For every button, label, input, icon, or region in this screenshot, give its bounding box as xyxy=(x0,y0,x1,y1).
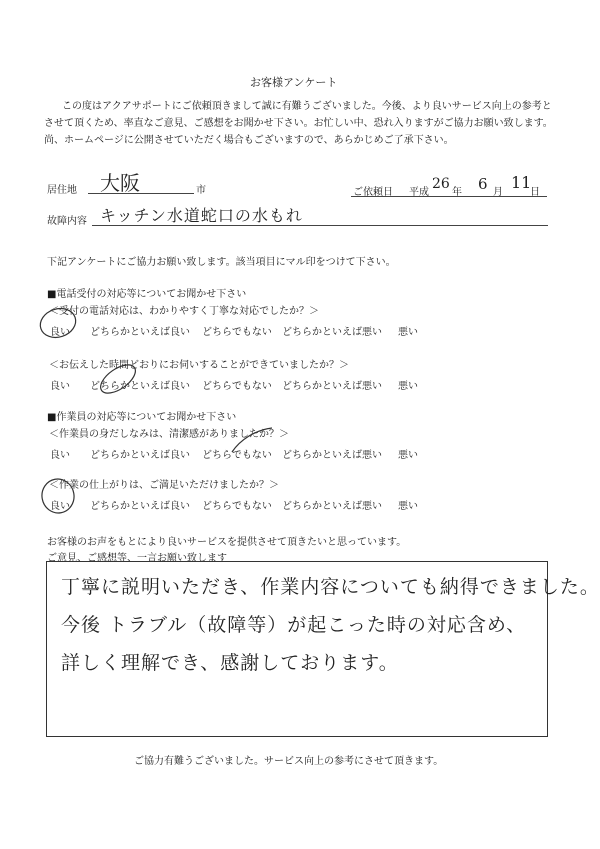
residence-label: 居住地 xyxy=(47,185,77,196)
question-phone-clarity: ＜受付の電話対応は、わかりやすく丁寧な対応でしたか？＞ xyxy=(49,306,319,317)
option-neutral[interactable]: どちらでもない xyxy=(202,450,272,461)
date-year-suffix: 年 xyxy=(452,187,462,198)
intro-line-2: させて頂くため、率直なご意見、ご感想をお聞かせ下さい。お忙しい中、恐れ入りますがご協力お願い致します。 xyxy=(44,118,553,129)
option-neutral[interactable]: どちらでもない xyxy=(202,501,272,512)
instruction-text: 下記アンケートにご協力お願い致します。該当項目にマル印をつけて下さい。 xyxy=(47,257,396,268)
date-month[interactable]: 6 xyxy=(478,175,488,193)
comment-line-1: 丁寧に説明いただき、作業内容についても納得できました。 xyxy=(61,576,600,598)
issue-label: 故障内容 xyxy=(47,216,87,227)
intro-line-1: この度はアクアサポートにご依頼頂きまして誠に有難うございました。今後、より良いサービス向上の参考と xyxy=(62,101,552,112)
option-somewhat-good[interactable]: どちらかといえば良い xyxy=(90,381,190,392)
date-label: ご依頼日 xyxy=(353,187,393,198)
page-title: お客様アンケート xyxy=(250,76,338,89)
issue-underline xyxy=(92,225,548,226)
issue-value[interactable]: キッチン水道蛇口の水もれ xyxy=(100,206,303,225)
option-somewhat-bad[interactable]: どちらかといえば悪い xyxy=(282,450,382,461)
option-somewhat-good[interactable]: どちらかといえば良い xyxy=(90,450,190,461)
section-heading-worker: ■作業員の対応等についてお聞かせ下さい xyxy=(47,412,237,423)
option-neutral[interactable]: どちらでもない xyxy=(202,381,272,392)
question-arrival-time: ＜お伝えした時間どおりにお伺いすることができていましたか？＞ xyxy=(49,360,349,371)
option-good[interactable]: 良い xyxy=(50,501,70,512)
option-somewhat-bad[interactable]: どちらかといえば悪い xyxy=(282,381,382,392)
question-appearance: ＜作業員の身だしなみは、清潔感がありましたか？＞ xyxy=(49,429,289,440)
option-somewhat-good[interactable]: どちらかといえば良い xyxy=(90,327,190,338)
residence-underline xyxy=(88,193,194,194)
comments-label: ご意見、ご感想等、一言お願い致します xyxy=(47,553,227,564)
option-bad[interactable]: 悪い xyxy=(398,381,418,392)
option-somewhat-bad[interactable]: どちらかといえば悪い xyxy=(282,327,382,338)
option-good[interactable]: 良い xyxy=(50,381,70,392)
option-somewhat-good[interactable]: どちらかといえば良い xyxy=(90,501,190,512)
date-day[interactable]: 11 xyxy=(511,173,532,192)
option-good[interactable]: 良い xyxy=(50,450,70,461)
intro-line-3: 尚、ホームページに公開させていただく場合もございますので、あらかじめご了承下さい。 xyxy=(44,135,454,146)
date-day-suffix: 日 xyxy=(530,187,540,198)
option-neutral[interactable]: どちらでもない xyxy=(202,327,272,338)
option-bad[interactable]: 悪い xyxy=(398,501,418,512)
comment-line-2: 今後 トラブル（故障等）が起こった時の対応含め、 xyxy=(61,614,527,636)
date-month-suffix: 月 xyxy=(493,187,503,198)
option-somewhat-bad[interactable]: どちらかといえば悪い xyxy=(282,501,382,512)
residence-value[interactable]: 大阪 xyxy=(100,171,140,195)
comment-line-3: 詳しく理解でき、感謝しております。 xyxy=(61,652,399,674)
date-year[interactable]: 26 xyxy=(432,176,450,192)
comments-intro: お客様のお声をもとにより良いサービスを提供させて頂きたいと思っています。 xyxy=(47,537,407,548)
option-good[interactable]: 良い xyxy=(50,327,70,338)
footer-thanks: ご協力有難うございました。サービス向上の参考にさせて頂きます。 xyxy=(134,756,444,767)
option-bad[interactable]: 悪い xyxy=(398,327,418,338)
date-era: 平成 xyxy=(409,187,429,198)
comment-box[interactable] xyxy=(46,561,600,737)
section-heading-phone: ■電話受付の対応等についてお聞かせ下さい xyxy=(47,289,247,300)
city-suffix: 市 xyxy=(196,185,206,196)
option-bad[interactable]: 悪い xyxy=(398,450,418,461)
question-finish: ＜作業の仕上がりは、ご満足いただけましたか？＞ xyxy=(49,480,279,491)
date-underline xyxy=(351,196,547,197)
